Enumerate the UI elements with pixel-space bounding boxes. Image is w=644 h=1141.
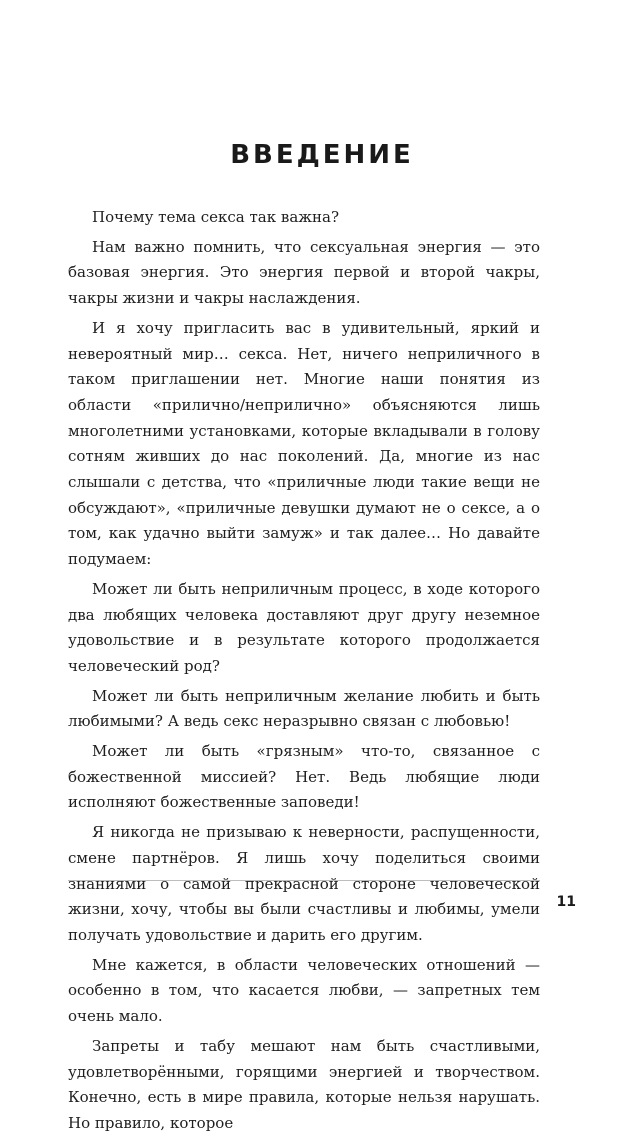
paragraph: Почему тема секса так важна? xyxy=(92,208,340,226)
paragraph: Может ли быть неприличным желание любить и быть любимыми? А ведь секс неразрывно связан с любовью! xyxy=(68,686,540,731)
paragraph: Запреты и табу мешают нам быть счастливыми, удовлетворёнными, горящими энергией и творчеством. Конечно, есть в мире правила, которые нельзя нарушать. Но правило, которое xyxy=(68,1036,540,1132)
paragraph: Может ли быть неприличным процесс, в ходе которого два любящих человека доставляют друг другу неземное удовольствие и в результате которого продолжается человеческий род? xyxy=(68,579,540,675)
paragraph: Я никогда не призываю к неверности, распущенности, смене партнёров. Я лишь хочу поделиться своими знаниями о самой прекрасной стороне человеческой жизни, хочу, чтобы вы были счастливы и любимы, умели получать удовольствие и дарить его другим. xyxy=(68,823,540,944)
footer-divider xyxy=(68,880,540,881)
paragraph: Нам важно помнить, что сексуальная энергия — это базовая энергия. Это энергия первой и второй чакры, чакры жизни и чакры наслаждения. xyxy=(68,237,540,308)
page-title: ВВЕДЕНИЕ xyxy=(230,140,414,170)
paragraph: Может ли быть «грязным» что-то, связанное с божественной миссией? Нет. Ведь любящие люди исполняют божественные заповеди! xyxy=(68,742,540,812)
page-number: 11 xyxy=(556,894,576,910)
paragraph: И я хочу пригласить вас в удивительный, яркий и невероятный мир… секса. Нет, ничего неприличного в таком приглашении нет. Многие наши понятия из области «прилично/неприлично» объясняются лишь многолетними установками, которые вкладывали в голову сотням живших до нас поколений. Да, многие из нас слышали с детства, что «приличные люди такие вещи не обсуждают», «приличные девушки думают не о сексе, а о том, как удачно выйти замуж» и так далее… Но давайте подумаем: xyxy=(68,318,540,569)
paragraph: Мне кажется, в области человеческих отношений — особенно в том, что касается любви, — запретных тем очень мало. xyxy=(68,955,540,1026)
body-text xyxy=(68,205,540,1141)
